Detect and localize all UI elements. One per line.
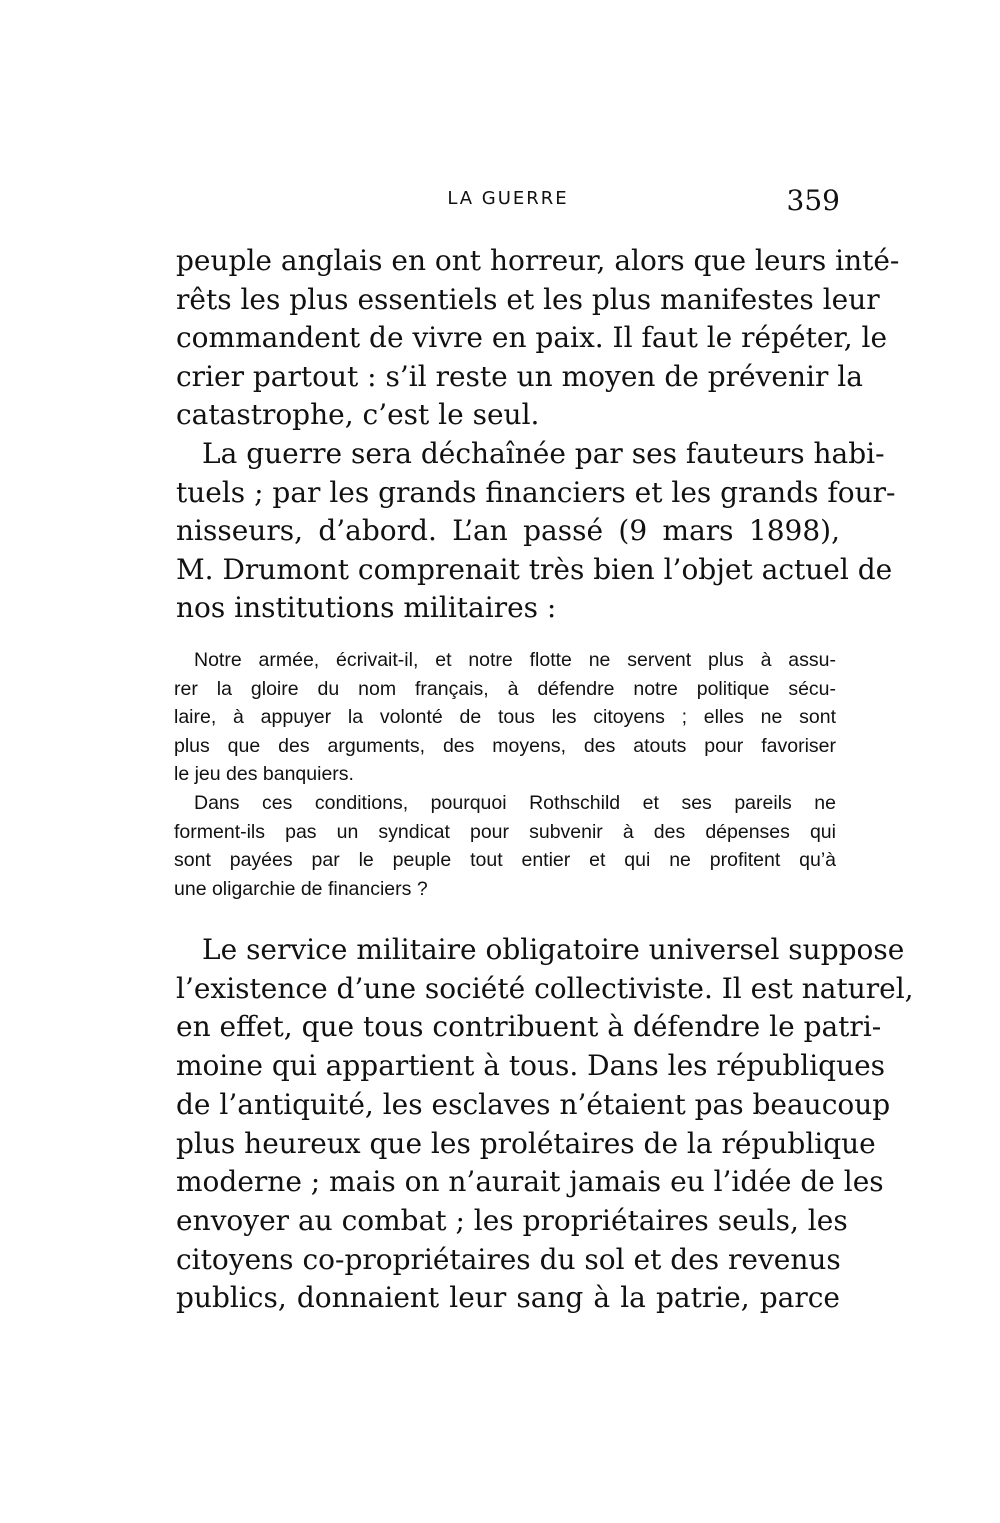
paragraph-2: [176, 435, 896, 628]
text-line: tuels ; par les grands financiers et les grands four-: [176, 475, 896, 509]
text-line: La guerre sera déchaînée par ses fauteurs habi-: [202, 436, 885, 470]
text-line: l’existence d’une société collectiviste. Il est naturel,: [176, 971, 914, 1005]
page-number: 359: [786, 184, 840, 217]
text-line: citoyens co-propriétaires du sol et des revenus: [176, 1242, 841, 1276]
text-line: moine qui appartient à tous. Dans les républiques: [176, 1049, 886, 1083]
text-line: nos institutions militaires :: [176, 591, 557, 625]
text-line: commandent de vivre en paix. Il faut le répéter, le: [176, 321, 888, 355]
quote-line: le jeu des banquiers.: [174, 763, 354, 786]
text-line: M. Drumont comprenait très bien l’objet actuel de: [176, 552, 893, 586]
main-text-upper: [176, 242, 900, 628]
running-head: [176, 184, 840, 220]
paragraph-1: [176, 242, 900, 435]
text-line: nisseurs, d’abord. L’an passé (9 mars 1898),: [176, 514, 840, 548]
text-line: peuple anglais en ont horreur, alors que leurs inté-: [176, 244, 900, 277]
text-line: envoyer au combat ; les propriétaires seuls, les: [176, 1203, 848, 1237]
quote-line: sont payées par le peuple tout entier et qui ne profitent qu’à: [174, 849, 836, 872]
running-title: LA GUERRE: [447, 188, 569, 209]
quotation-paragraph-1: [174, 646, 836, 789]
quote-line: Notre armée, écrivait-il, et notre flotte ne servent plus à assu-: [194, 649, 836, 671]
text-line: publics, donnaient leur sang à la patrie, parce: [176, 1281, 840, 1315]
text-line: crier partout : s’il reste un moyen de prévenir la: [176, 359, 863, 393]
quote-line: plus que des arguments, des moyens, des atouts pour favoriser: [174, 734, 836, 757]
quote-line: rer la gloire du nom français, à défendre notre politique sécu-: [174, 677, 836, 700]
text-line: plus heureux que les prolétaires de la république: [176, 1126, 876, 1160]
quote-line: Dans ces conditions, pourquoi Rothschild et ses pareils ne: [194, 791, 836, 814]
text-line: moderne ; mais on n’aurait jamais eu l’idée de les: [176, 1165, 884, 1199]
quote-line: laire, à appuyer la volonté de tous les citoyens ; elles ne sont: [174, 706, 836, 729]
text-line: Le service militaire obligatoire universel suppose: [202, 933, 905, 966]
quotation-paragraph-2: [174, 789, 836, 903]
text-line: en effet, que tous contribuent à défendre le patri-: [176, 1010, 882, 1044]
block-quotation: [174, 646, 836, 903]
paragraph-3: [176, 931, 914, 1318]
main-text-lower: [176, 931, 914, 1318]
text-line: catastrophe, c’est le seul.: [176, 398, 540, 432]
text-line: rêts les plus essentiels et les plus manifestes leur: [176, 282, 880, 316]
quote-line: une oligarchie de financiers ?: [174, 877, 428, 900]
quote-line: forment-ils pas un syndicat pour subvenir à des dépenses qui: [174, 820, 836, 843]
text-line: de l’antiquité, les esclaves n’étaient pas beaucoup: [176, 1087, 891, 1121]
